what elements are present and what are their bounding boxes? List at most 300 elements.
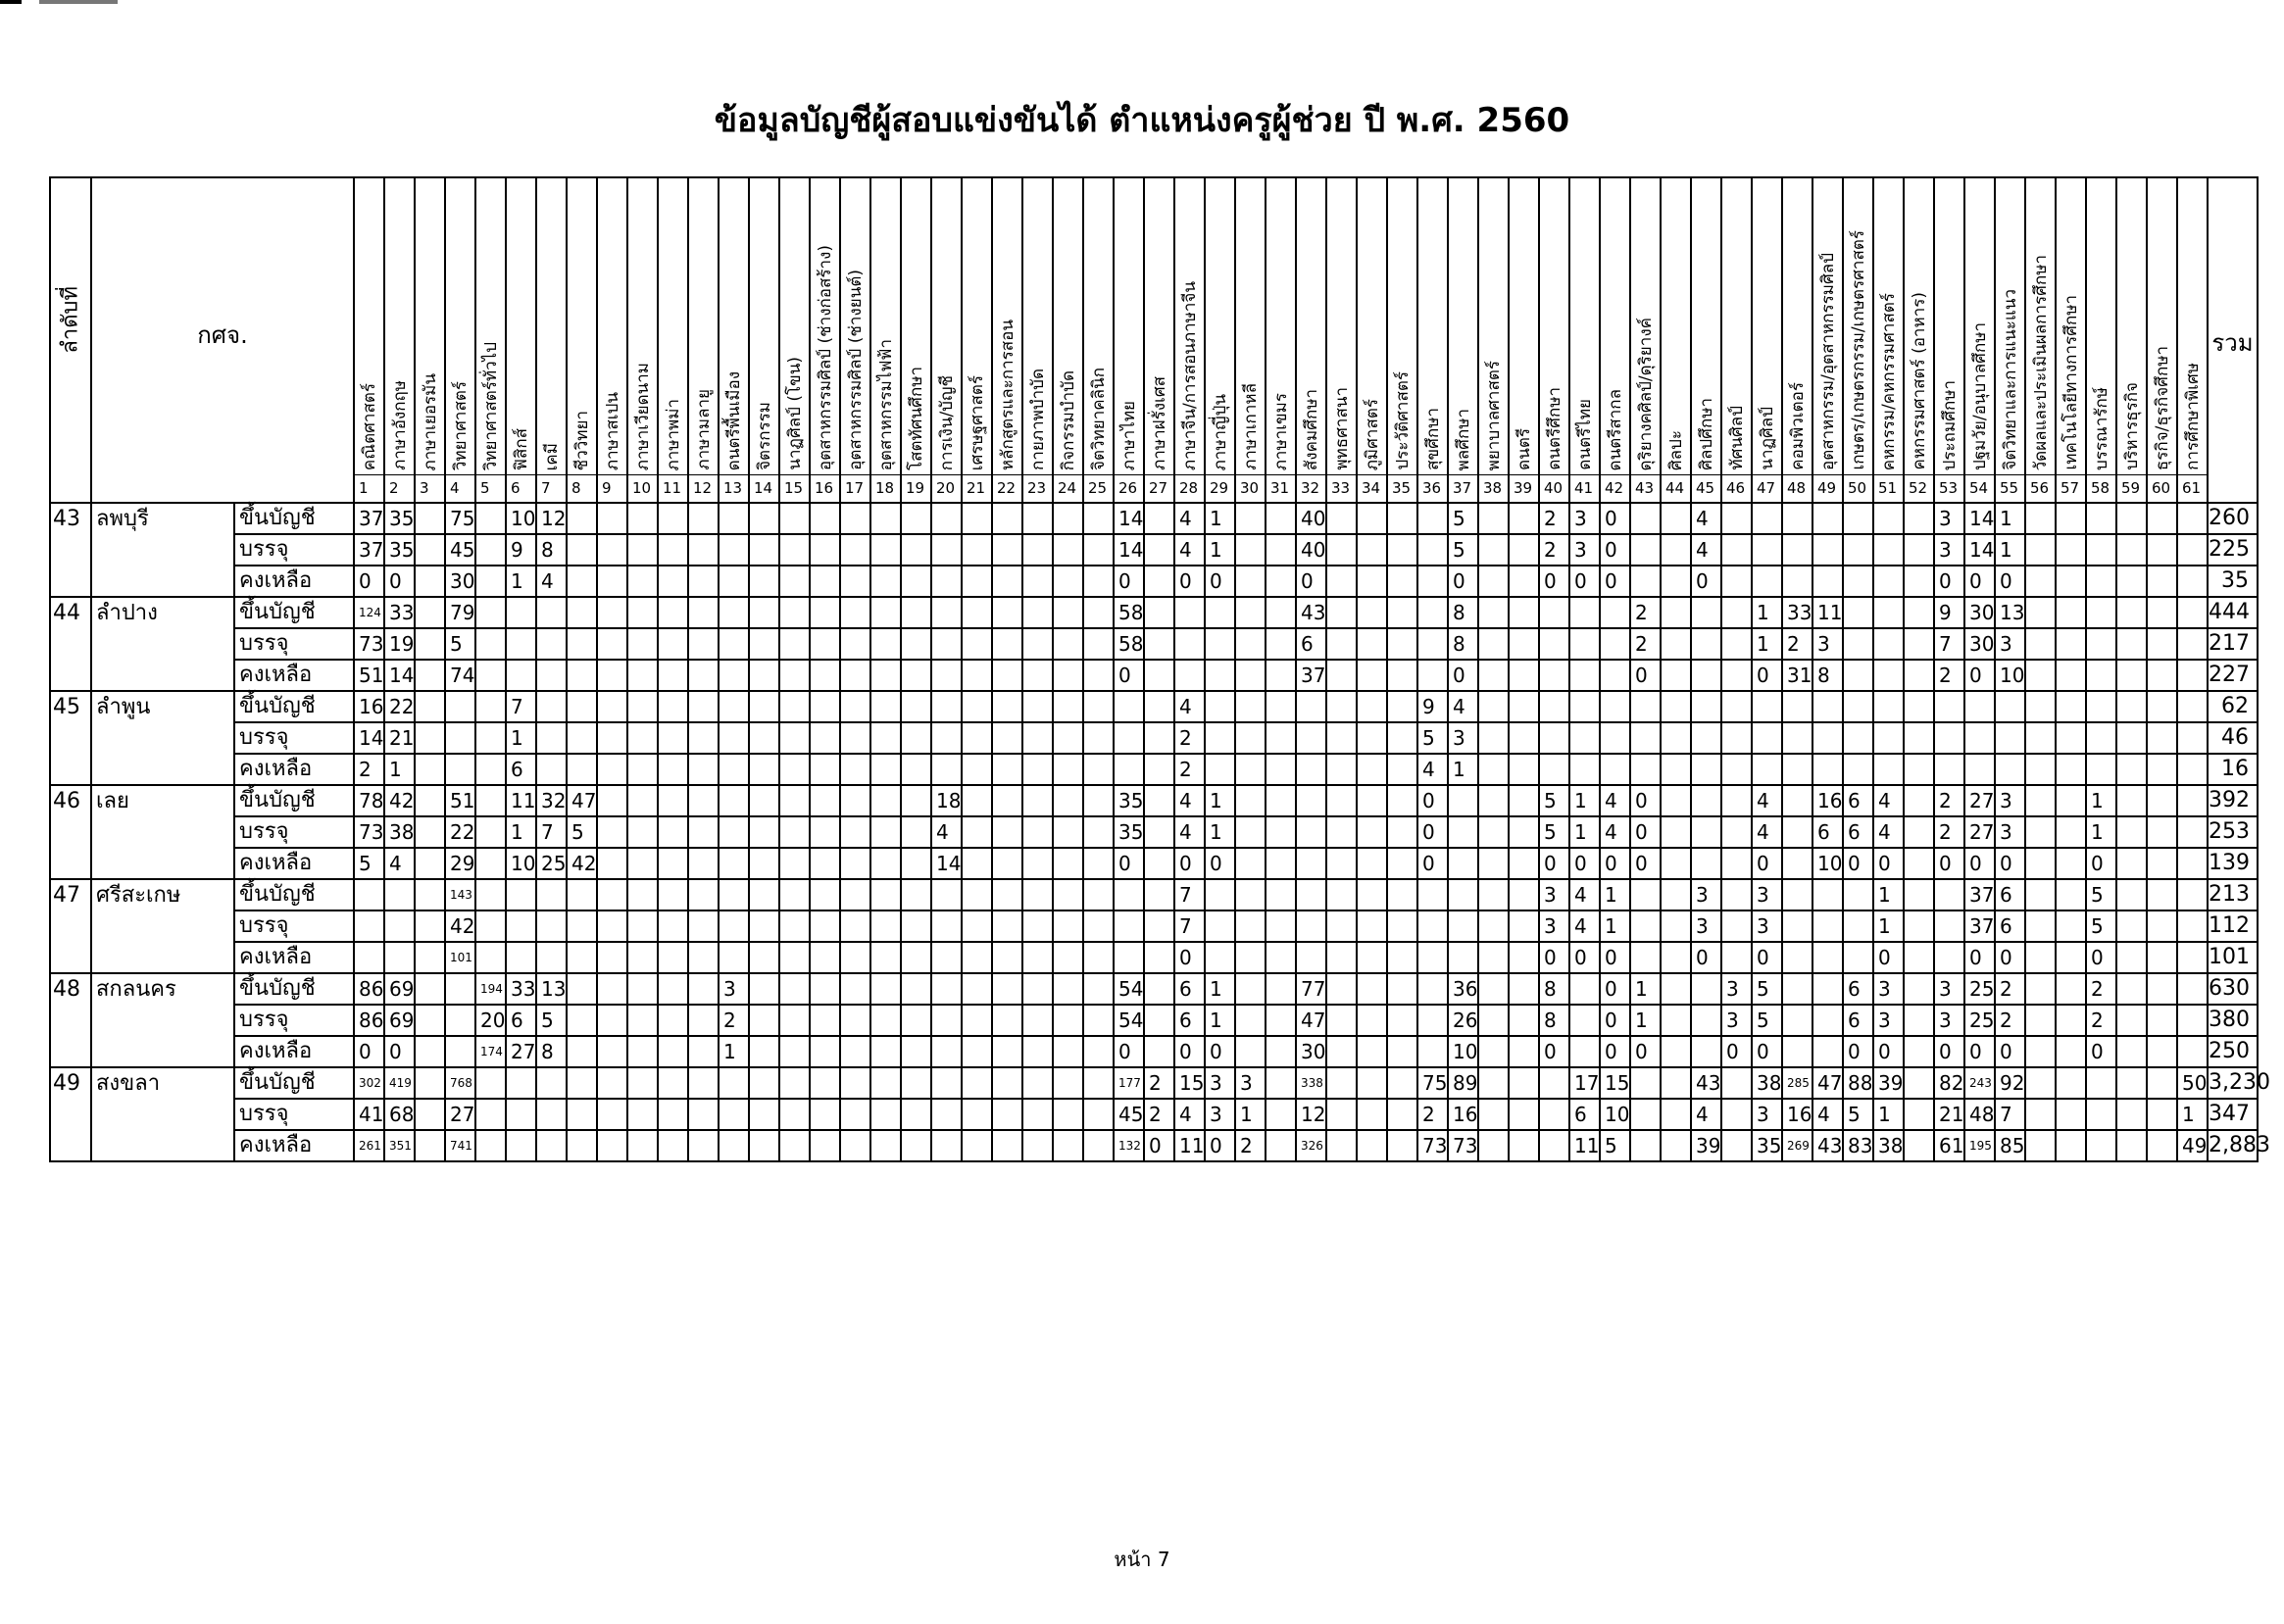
cell-subject-24	[1053, 660, 1083, 691]
cell-subject-10	[627, 785, 658, 816]
cell-subject-48: 16	[1782, 1099, 1812, 1130]
header-row	[50, 177, 2258, 503]
cell-subject-32: 12	[1296, 1099, 1326, 1130]
subject-number: 26	[1115, 474, 1143, 500]
header-province-label: กศจ.	[197, 321, 248, 349]
cell-subject-58	[2086, 628, 2116, 660]
cell-subject-8: 47	[567, 785, 597, 816]
cell-subject-43	[1630, 754, 1661, 785]
cell-subject-24	[1053, 816, 1083, 848]
cell-subject-48: 31	[1782, 660, 1812, 691]
cell-subject-21	[962, 973, 992, 1005]
subject-number: 16	[811, 474, 839, 500]
subject-number: 15	[780, 474, 809, 500]
cell-subject-9	[597, 910, 627, 942]
header-subject-58	[2086, 177, 2116, 503]
table-row	[50, 503, 2258, 534]
cell-subject-5	[475, 597, 506, 628]
cell-subject-34	[1357, 1130, 1387, 1161]
cell-subject-3	[415, 785, 445, 816]
cell-subject-22	[992, 910, 1022, 942]
cell-subject-55: 3	[1995, 785, 2025, 816]
cell-subject-8	[567, 879, 597, 910]
cell-subject-1: 37	[354, 534, 384, 566]
cell-subject-4	[445, 1036, 475, 1067]
cell-subject-11	[658, 597, 688, 628]
cell-subject-52	[1904, 1130, 1934, 1161]
cell-subject-42: 4	[1600, 785, 1630, 816]
cell-subject-38	[1478, 503, 1509, 534]
cell-subject-61	[2177, 503, 2208, 534]
cell-subject-13	[719, 816, 749, 848]
cell-subject-36	[1417, 879, 1448, 910]
cell-subject-1: 86	[354, 1005, 384, 1036]
cell-subject-2: 0	[384, 566, 415, 597]
group-seq: 49	[50, 1067, 91, 1099]
cell-subject-20	[931, 722, 962, 754]
cell-subject-22	[992, 973, 1022, 1005]
cell-subject-29: 1	[1205, 816, 1235, 848]
cell-subject-36	[1417, 1036, 1448, 1067]
row-total: 112	[2208, 910, 2258, 942]
cell-subject-29: 0	[1205, 1036, 1235, 1067]
cell-subject-53	[1934, 754, 1964, 785]
cell-subject-30: 3	[1235, 1067, 1266, 1099]
row-type: คงเหลือ	[234, 566, 354, 597]
cell-subject-21	[962, 660, 992, 691]
cell-subject-46	[1721, 848, 1752, 879]
cell-subject-44	[1661, 1099, 1691, 1130]
cell-subject-19	[901, 660, 931, 691]
cell-subject-51	[1873, 628, 1904, 660]
table-row	[50, 816, 2258, 848]
cell-subject-13: 1	[719, 1036, 749, 1067]
subject-number: 32	[1297, 474, 1325, 500]
cell-subject-55: 85	[1995, 1130, 2025, 1161]
cell-subject-19	[901, 910, 931, 942]
cell-subject-13	[719, 1067, 749, 1099]
subject-number: 4	[446, 474, 474, 500]
cell-subject-19	[901, 754, 931, 785]
cell-subject-36: 0	[1417, 816, 1448, 848]
cell-subject-35	[1387, 848, 1417, 879]
cell-subject-6	[506, 1067, 536, 1099]
cell-subject-58	[2086, 1067, 2116, 1099]
cell-subject-33	[1326, 754, 1357, 785]
cell-subject-36: 75	[1417, 1067, 1448, 1099]
cell-subject-44	[1661, 503, 1691, 534]
cell-subject-18	[870, 722, 901, 754]
cell-subject-6: 6	[506, 1005, 536, 1036]
cell-subject-19	[901, 722, 931, 754]
cell-subject-43: 2	[1630, 597, 1661, 628]
cell-subject-30	[1235, 566, 1266, 597]
cell-subject-9	[597, 973, 627, 1005]
cell-subject-29	[1205, 691, 1235, 722]
cell-subject-1	[354, 910, 384, 942]
cell-subject-55	[1995, 691, 2025, 722]
cell-subject-39	[1509, 973, 1539, 1005]
cell-subject-46	[1721, 879, 1752, 910]
cell-subject-24	[1053, 785, 1083, 816]
cell-subject-13	[719, 785, 749, 816]
cell-subject-10	[627, 691, 658, 722]
cell-subject-60	[2147, 691, 2177, 722]
cell-subject-5	[475, 628, 506, 660]
cell-subject-5	[475, 879, 506, 910]
cell-subject-30	[1235, 1005, 1266, 1036]
cell-subject-15	[779, 973, 810, 1005]
cell-subject-27	[1144, 848, 1174, 879]
table-row	[50, 879, 2258, 910]
cell-subject-9	[597, 722, 627, 754]
cell-subject-22	[992, 503, 1022, 534]
cell-subject-41	[1569, 597, 1600, 628]
cell-subject-52	[1904, 1067, 1934, 1099]
cell-subject-57	[2056, 691, 2086, 722]
group-province: ลำปาง	[91, 597, 234, 628]
cell-subject-43: 1	[1630, 1005, 1661, 1036]
cell-subject-22	[992, 816, 1022, 848]
subject-name: ศิลปศึกษา	[1696, 398, 1716, 470]
cell-subject-34	[1357, 722, 1387, 754]
cell-subject-50	[1843, 942, 1873, 973]
cell-subject-36	[1417, 942, 1448, 973]
cell-subject-26	[1114, 910, 1144, 942]
cell-subject-61	[2177, 910, 2208, 942]
cell-subject-57	[2056, 1099, 2086, 1130]
cell-subject-2	[384, 910, 415, 942]
cell-subject-41: 3	[1569, 534, 1600, 566]
cell-subject-46	[1721, 597, 1752, 628]
header-subject-43	[1630, 177, 1661, 503]
cell-subject-47: 3	[1752, 910, 1782, 942]
header-subject-31	[1266, 177, 1296, 503]
subject-number: 2	[385, 474, 414, 500]
cell-subject-46	[1721, 910, 1752, 942]
cell-subject-15	[779, 816, 810, 848]
cell-subject-4: 51	[445, 785, 475, 816]
cell-subject-34	[1357, 566, 1387, 597]
group-seq	[50, 1005, 91, 1036]
cell-subject-20: 4	[931, 816, 962, 848]
cell-subject-60	[2147, 879, 2177, 910]
cell-subject-21	[962, 785, 992, 816]
cell-subject-28: 0	[1174, 566, 1205, 597]
cell-subject-45: 4	[1691, 1099, 1721, 1130]
cell-subject-51	[1873, 754, 1904, 785]
cell-subject-26: 58	[1114, 597, 1144, 628]
cell-subject-47	[1752, 691, 1782, 722]
cell-subject-54: 0	[1964, 942, 1995, 973]
cell-subject-15	[779, 754, 810, 785]
cell-subject-61: 50	[2177, 1067, 2208, 1099]
cell-subject-12	[688, 691, 719, 722]
cell-subject-23	[1022, 628, 1053, 660]
cell-subject-58: 0	[2086, 942, 2116, 973]
cell-subject-43: 0	[1630, 660, 1661, 691]
header-subject-45	[1691, 177, 1721, 503]
cell-subject-55: 10	[1995, 660, 2025, 691]
cell-subject-28: 6	[1174, 1005, 1205, 1036]
cell-subject-58: 1	[2086, 785, 2116, 816]
cell-subject-11	[658, 848, 688, 879]
cell-subject-21	[962, 628, 992, 660]
cell-subject-11	[658, 503, 688, 534]
cell-subject-5	[475, 660, 506, 691]
subject-number: 7	[537, 474, 566, 500]
cell-subject-54: 0	[1964, 566, 1995, 597]
cell-subject-31	[1266, 1099, 1296, 1130]
header-subject-34	[1357, 177, 1387, 503]
cell-subject-44	[1661, 1130, 1691, 1161]
cell-subject-5	[475, 848, 506, 879]
cell-subject-32	[1296, 785, 1326, 816]
cell-subject-59	[2116, 1130, 2147, 1161]
cell-subject-57	[2056, 1005, 2086, 1036]
cell-subject-24	[1053, 722, 1083, 754]
table-row	[50, 785, 2258, 816]
cell-subject-56	[2025, 660, 2056, 691]
cell-subject-17	[840, 628, 870, 660]
cell-subject-46	[1721, 722, 1752, 754]
subject-name: ภาษาฝรั่งเศส	[1149, 376, 1169, 470]
cell-subject-61	[2177, 973, 2208, 1005]
cell-subject-30	[1235, 816, 1266, 848]
cell-subject-42: 0	[1600, 1005, 1630, 1036]
cell-subject-49: 4	[1812, 1099, 1843, 1130]
cell-subject-51: 1	[1873, 910, 1904, 942]
header-subject-61	[2177, 177, 2208, 503]
cell-subject-36: 4	[1417, 754, 1448, 785]
subject-name: สุขศึกษา	[1422, 408, 1443, 470]
cell-subject-43	[1630, 1130, 1661, 1161]
cell-subject-37: 5	[1448, 534, 1478, 566]
cell-subject-27: 0	[1144, 1130, 1174, 1161]
cell-subject-11	[658, 785, 688, 816]
cell-subject-31	[1266, 1130, 1296, 1161]
subject-number: 6	[507, 474, 535, 500]
cell-subject-23	[1022, 660, 1053, 691]
cell-subject-56	[2025, 1005, 2056, 1036]
cell-subject-14	[749, 910, 779, 942]
subject-number: 49	[1813, 474, 1842, 500]
cell-subject-59	[2116, 1067, 2147, 1099]
cell-subject-40: 3	[1539, 910, 1569, 942]
cell-subject-23	[1022, 503, 1053, 534]
cell-subject-58: 1	[2086, 816, 2116, 848]
header-seq-label: ลำดับที่	[58, 286, 83, 354]
cell-subject-35	[1387, 879, 1417, 910]
cell-subject-9	[597, 816, 627, 848]
cell-subject-42	[1600, 597, 1630, 628]
cell-subject-49	[1812, 910, 1843, 942]
group-seq	[50, 534, 91, 566]
cell-subject-18	[870, 754, 901, 785]
cell-subject-55: 3	[1995, 628, 2025, 660]
subject-number: 40	[1540, 474, 1568, 500]
subject-number: 20	[932, 474, 961, 500]
cell-subject-44	[1661, 785, 1691, 816]
cell-subject-5	[475, 910, 506, 942]
cell-subject-12	[688, 910, 719, 942]
cell-subject-30	[1235, 942, 1266, 973]
cell-subject-33	[1326, 1005, 1357, 1036]
cell-subject-61: 49	[2177, 1130, 2208, 1161]
cell-subject-50	[1843, 660, 1873, 691]
cell-subject-35	[1387, 1099, 1417, 1130]
group-seq: 44	[50, 597, 91, 628]
cell-subject-25	[1083, 691, 1114, 722]
cell-subject-47	[1752, 722, 1782, 754]
cell-subject-21	[962, 534, 992, 566]
cell-subject-19	[901, 1130, 931, 1161]
cell-subject-51	[1873, 597, 1904, 628]
cell-subject-16	[810, 785, 840, 816]
cell-subject-60	[2147, 722, 2177, 754]
cell-subject-12	[688, 1005, 719, 1036]
cell-subject-59	[2116, 973, 2147, 1005]
cell-subject-53: 2	[1934, 785, 1964, 816]
subject-name: จิตวิทยาคลินิก	[1088, 368, 1109, 470]
subject-number: 56	[2026, 474, 2055, 500]
cell-subject-14	[749, 879, 779, 910]
cell-subject-50	[1843, 910, 1873, 942]
cell-subject-32: 37	[1296, 660, 1326, 691]
cell-subject-9	[597, 785, 627, 816]
row-total: 392	[2208, 785, 2258, 816]
cell-subject-13	[719, 754, 749, 785]
cell-subject-44	[1661, 879, 1691, 910]
subject-name: พลศึกษา	[1453, 408, 1473, 470]
cell-subject-57	[2056, 879, 2086, 910]
header-subject-53	[1934, 177, 1964, 503]
group-province	[91, 628, 234, 660]
cell-subject-25	[1083, 942, 1114, 973]
table-row	[50, 628, 2258, 660]
cell-subject-7: 7	[536, 816, 567, 848]
cell-subject-3	[415, 816, 445, 848]
cell-subject-38	[1478, 1130, 1509, 1161]
cell-subject-52	[1904, 534, 1934, 566]
cell-subject-24	[1053, 879, 1083, 910]
group-province	[91, 1036, 234, 1067]
cell-subject-36: 5	[1417, 722, 1448, 754]
subject-name: ดนตรีศึกษา	[1544, 387, 1564, 470]
header-subject-49	[1812, 177, 1843, 503]
subject-number: 28	[1175, 474, 1204, 500]
cell-subject-54: 37	[1964, 910, 1995, 942]
cell-subject-27	[1144, 1005, 1174, 1036]
cell-subject-31	[1266, 879, 1296, 910]
cell-subject-4: 768	[445, 1067, 475, 1099]
cell-subject-4: 741	[445, 1130, 475, 1161]
cell-subject-42: 15	[1600, 1067, 1630, 1099]
cell-subject-8	[567, 503, 597, 534]
header-subject-56	[2025, 177, 2056, 503]
cell-subject-2: 33	[384, 597, 415, 628]
cell-subject-13	[719, 691, 749, 722]
row-total: 2,883	[2208, 1130, 2258, 1161]
cell-subject-35	[1387, 1130, 1417, 1161]
cell-subject-8	[567, 660, 597, 691]
cell-subject-32	[1296, 754, 1326, 785]
table-row	[50, 691, 2258, 722]
cell-subject-60	[2147, 785, 2177, 816]
cell-subject-43	[1630, 534, 1661, 566]
cell-subject-16	[810, 597, 840, 628]
cell-subject-9	[597, 660, 627, 691]
cell-subject-42	[1600, 691, 1630, 722]
cell-subject-40: 8	[1539, 973, 1569, 1005]
subject-name: บรรณารักษ์	[2091, 387, 2111, 470]
cell-subject-27	[1144, 691, 1174, 722]
cell-subject-21	[962, 879, 992, 910]
cell-subject-44	[1661, 1005, 1691, 1036]
cell-subject-60	[2147, 848, 2177, 879]
cell-subject-18	[870, 534, 901, 566]
cell-subject-3	[415, 534, 445, 566]
cell-subject-27	[1144, 566, 1174, 597]
cell-subject-55: 0	[1995, 942, 2025, 973]
group-province	[91, 534, 234, 566]
cell-subject-39	[1509, 785, 1539, 816]
cell-subject-22	[992, 722, 1022, 754]
cell-subject-46	[1721, 785, 1752, 816]
cell-subject-37: 36	[1448, 973, 1478, 1005]
cell-subject-4: 29	[445, 848, 475, 879]
cell-subject-42: 1	[1600, 879, 1630, 910]
cell-subject-12	[688, 848, 719, 879]
cell-subject-3	[415, 1067, 445, 1099]
cell-subject-50	[1843, 534, 1873, 566]
cell-subject-10	[627, 534, 658, 566]
cell-subject-60	[2147, 942, 2177, 973]
cell-subject-21	[962, 566, 992, 597]
subject-name: ฟิสิกส์	[511, 427, 531, 470]
cell-subject-6: 9	[506, 534, 536, 566]
cell-subject-2: 69	[384, 973, 415, 1005]
header-subject-25	[1083, 177, 1114, 503]
cell-subject-8	[567, 1130, 597, 1161]
cell-subject-42: 0	[1600, 973, 1630, 1005]
cell-subject-34	[1357, 910, 1387, 942]
cell-subject-15	[779, 534, 810, 566]
cell-subject-56	[2025, 754, 2056, 785]
group-seq	[50, 816, 91, 848]
cell-subject-33	[1326, 785, 1357, 816]
cell-subject-51: 3	[1873, 1005, 1904, 1036]
subject-name: ภูมิศาสตร์	[1362, 398, 1382, 470]
row-type: บรรจุ	[234, 534, 354, 566]
cell-subject-25	[1083, 754, 1114, 785]
cell-subject-8: 42	[567, 848, 597, 879]
cell-subject-54: 25	[1964, 973, 1995, 1005]
header-province	[91, 177, 354, 503]
cell-subject-29: 0	[1205, 566, 1235, 597]
cell-subject-47	[1752, 566, 1782, 597]
cell-subject-55: 2	[1995, 973, 2025, 1005]
cell-subject-38	[1478, 785, 1509, 816]
subject-name: เคมี	[541, 442, 562, 470]
cell-subject-35	[1387, 942, 1417, 973]
cell-subject-39	[1509, 910, 1539, 942]
header-subject-48	[1782, 177, 1812, 503]
cell-subject-57	[2056, 785, 2086, 816]
cell-subject-7	[536, 910, 567, 942]
cell-subject-19	[901, 597, 931, 628]
cell-subject-52	[1904, 1005, 1934, 1036]
